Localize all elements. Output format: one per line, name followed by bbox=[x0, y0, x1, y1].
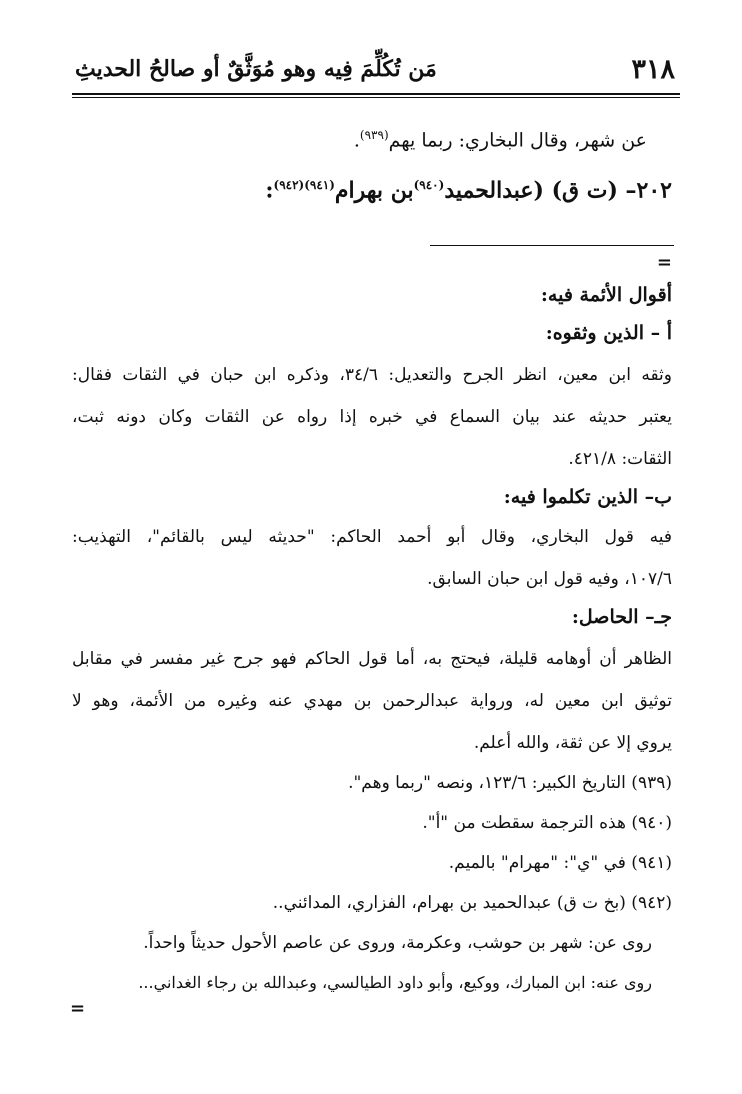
heading-c: جـ– الحاصل: bbox=[571, 606, 672, 628]
header-rule bbox=[72, 93, 680, 95]
para-c-line-3: يروي إلا عن ثقة، والله أعلم. bbox=[473, 733, 672, 753]
para-b-line-2: ١٠٧/٦، وفيه قول ابن حبان السابق. bbox=[427, 569, 672, 589]
heading-imams: أقوال الأئمة فيه: bbox=[540, 284, 672, 306]
footnote-ref-940[interactable]: (٩٤٠) bbox=[413, 178, 445, 192]
para-a-line-3: الثقات: ٤٢١/٨. bbox=[568, 449, 672, 469]
entry-number: ٢٠٢– (ت ق) (عبدالحميد bbox=[444, 177, 672, 204]
continuation-mark: = bbox=[656, 252, 672, 273]
footnote-942: (٩٤٢) (بخ ت ق) عبدالحميد بن بهرام، الفزاري، المدائني.. bbox=[272, 893, 672, 913]
footnote-940: (٩٤٠) هذه الترجمة سقطت من "أ". bbox=[422, 813, 672, 833]
heading-a: أ – الذين وثقوه: bbox=[545, 322, 672, 344]
footnote-942-line-2: روى عن: شهر بن حوشب، وعكرمة، وروى عن عاصم الأحول حديثاً واحداً. bbox=[143, 933, 652, 953]
entry-end: : bbox=[265, 177, 274, 204]
para-c-line-2: توثيق ابن معين له، ورواية عبدالرحمن بن مهدي عنه وغيره من الأئمة، وهو لا bbox=[72, 691, 672, 711]
header-rule-thin bbox=[72, 97, 680, 98]
para-c-line-1: الظاهر أن أوهامه قليلة، فيحتج به، أما قول الحاكم فهو جرح غير مفسر في مقابل bbox=[72, 649, 672, 669]
para-a-line-2: يعتبر حديثه عند بيان السماع في خبره إذا رواه عن الثقات وكان دونه ثبت، bbox=[72, 407, 672, 427]
body-text: عن شهر، وقال البخاري: ربما يهم bbox=[388, 129, 647, 152]
footnote-ref-939[interactable]: (٩٣٩) bbox=[359, 128, 389, 142]
entry-heading bbox=[72, 170, 672, 205]
separator-rule bbox=[430, 245, 674, 246]
para-a-line-1: وثقه ابن معين، انظر الجرح والتعديل: ٣٤/٦، وذكره ابن حبان في الثقات فقال: bbox=[72, 365, 672, 385]
heading-b: ب– الذين تكلموا فيه: bbox=[503, 486, 672, 508]
page-number: ٣١٨ bbox=[631, 54, 675, 85]
footnote-end-mark: = bbox=[70, 998, 86, 1019]
page-header bbox=[75, 52, 675, 92]
footnote-941: (٩٤١) في "ي": "مهرام" بالميم. bbox=[448, 853, 672, 873]
body-line-1 bbox=[72, 120, 647, 155]
running-title: مَن تُكُلِّمَ فِيه وهو مُوَثَّقٌ أو صالحُ الحديثِ bbox=[75, 56, 437, 82]
footnote-ref-941-942[interactable]: (٩٤١)(٩٤٢) bbox=[273, 178, 335, 192]
body-text-end: . bbox=[353, 129, 360, 152]
para-b-line-1: فيه قول البخاري، وقال أبو أحمد الحاكم: "حديثه ليس بالقائم"، التهذيب: bbox=[72, 527, 672, 547]
footnote-942-line-3: روى عنه: ابن المبارك، ووكيع، وأبو داود الطيالسي، وعبدالله بن رجاء الغداني... bbox=[138, 973, 652, 992]
footnote-939: (٩٣٩) التاريخ الكبير: ١٢٣/٦، ونصه "ربما وهم". bbox=[348, 773, 672, 793]
entry-name: بن بهرام bbox=[334, 177, 414, 204]
